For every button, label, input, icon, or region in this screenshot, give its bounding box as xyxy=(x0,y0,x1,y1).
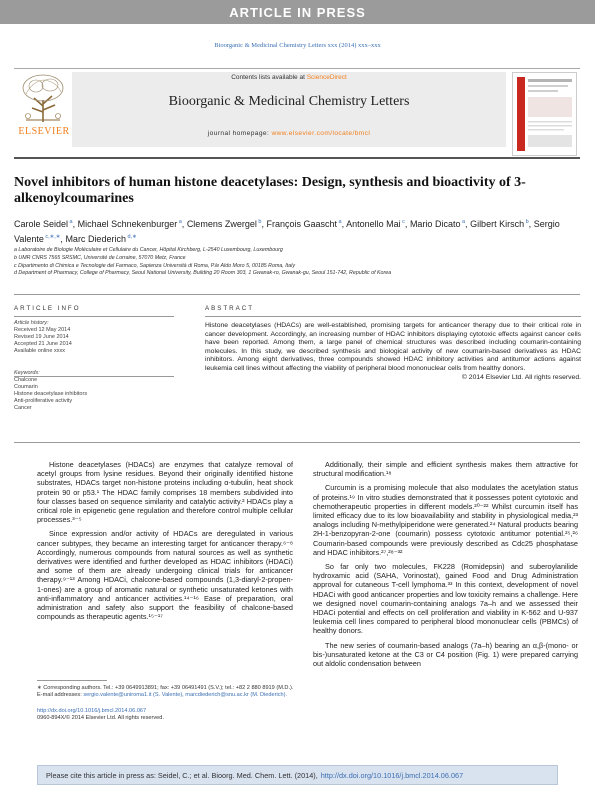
keyword-item: Histone deacetylase inhibitors xyxy=(14,391,88,397)
affiliation-line: c Dipartimento di Chimica e Tecnologie del Farmaco, Sapienza Università di Roma, P.le Aldo Moro 5, 00185 Roma, Italy xyxy=(14,262,295,269)
body-paragraph: The new series of coumarin-based analogs (7a–h) bearing an α,β-(mono- or bis-)unsaturated ketone at the C3 or C4 position (Fig. 1) were prepared carrying out aldolic condensation between xyxy=(313,640,578,669)
body-paragraph: So far only two molecules, FK228 (Romidepsin) and suberoylanilide hydroxamic acid (SAHA, Vorinostat), gained Food and Drug Administration approval for cutaneous T-cell lymphoma.³³ In this context, development of novel HDACi with good anticancer properties and low toxicity remains a challenge. Here we designed novel coumarin-containing analogs 7a–h and we assessed their HDACi potential and effects on cell proliferation and viability in K-562 and U-937 leukemia cell lines compared to peripheral blood mononuclear cells (PBMCs) of healthy donors. xyxy=(313,562,578,636)
elsevier-tree-logo xyxy=(18,72,68,124)
abstract-heading: ABSTRACT xyxy=(205,305,255,312)
article-title: Novel inhibitors of human histone deacetylases: Design, synthesis and bioactivity of 3-alkenoylcoumarines xyxy=(14,175,526,206)
abstract-text: Histone deacetylases (HDACs) are well-established, promising targets for anticancer therapy due to their critical role in cancer development. Accordingly, an increasing number of HDAC inhibitors displaying cytotoxic effects against cancer cells have been reported. Among them, a large panel of chemical structures was described including coumarin-containing molecules. In this study, we described synthesis and biological activity of new coumarin-based derivatives as HDAC inhibitors. Among eight derivatives, three compounds showed HDAC inhibitory activities and antitumor actions against leukemia cell lines without affecting the viability of peripheral blood mononuclear cells from healthy donors. xyxy=(205,322,581,372)
keywords-label: Keywords: xyxy=(14,370,40,376)
body-paragraph: Additionally, their simple and efficient synthesis makes them attractive for structural modification.¹⁸ xyxy=(313,460,578,479)
sciencedirect-link[interactable]: ScienceDirect xyxy=(306,74,347,81)
abstract-body xyxy=(205,322,581,382)
article-in-press-banner: ARTICLE IN PRESS xyxy=(0,0,595,24)
affiliations xyxy=(14,247,580,278)
article-info xyxy=(14,320,174,412)
author-affiliation-mark[interactable]: d,∗ xyxy=(125,234,137,240)
homepage-prefix: journal homepage: xyxy=(207,130,272,137)
divider-info xyxy=(14,316,174,317)
divider-top xyxy=(14,294,580,295)
body-paragraph: Histone deacetylases (HDACs) are enzymes that catalyze removal of acetyl groups from lysine residues. Beyond their originally identified histone substrates, HDACs target non-histone proteins including α-tubulin, heat shock protein 90 or p53.¹ The HDAC family comprises 18 members subdivided into four classes based on sequence similarity and catalytic activity.² HDACs play a critical role in epigenetic gene regulation and therefore control multiple cellular processes.³⁻⁵ xyxy=(37,460,293,525)
history-item: Available online xxxx xyxy=(14,348,65,354)
email-links[interactable]: sergio.valente@uniroma1.it (S. Valente), marcdiederich@snu.ac.kr (M. Diederich). xyxy=(83,692,288,699)
body-left-column xyxy=(37,460,293,626)
doi-link[interactable]: http://dx.doi.org/10.1016/j.bmcl.2014.06.067 xyxy=(37,707,147,714)
journal-reference[interactable]: Bioorganic & Medicinal Chemistry Letters xxx (2014) xxx–xxx xyxy=(214,42,381,49)
issn-line: 0960-894X/© 2014 Elsevier Ltd. All rights reserved. xyxy=(37,714,164,721)
author-name[interactable]: François Gaascht xyxy=(266,219,337,229)
affiliation-line: b UMR CNRS 7565 SRSMC, Université de Lorraine, 57070 Metz, France xyxy=(14,254,186,261)
citation-bar xyxy=(37,765,558,785)
author-name[interactable]: Sergio Valente xyxy=(14,219,560,244)
author-name[interactable]: Clemens Zwergel xyxy=(186,219,257,229)
footnote-rule xyxy=(37,680,107,681)
body-right-column xyxy=(313,460,578,673)
copyright-notice: © 2014 Elsevier Ltd. All rights reserved. xyxy=(461,373,581,381)
contents-line xyxy=(72,74,506,81)
history-label: Article history: xyxy=(14,320,49,326)
keyword-item: Cancer xyxy=(14,405,32,411)
author-name[interactable]: Michael Schnekenburger xyxy=(77,219,178,229)
divider-body xyxy=(14,442,580,443)
author-name[interactable]: Marc Diederich xyxy=(65,234,126,244)
citation-doi-link[interactable]: http://dx.doi.org/10.1016/j.bmcl.2014.06.067 xyxy=(320,770,464,780)
author-affiliation-mark[interactable]: c xyxy=(400,219,405,225)
journal-cover-image[interactable] xyxy=(512,72,577,156)
author-name[interactable]: Gilbert Kirsch xyxy=(470,219,525,229)
divider-abstract xyxy=(205,316,581,317)
author-affiliation-mark[interactable]: a xyxy=(336,219,342,225)
author-list: Carole Seidel $^a$, Michael Schnekenburger $^a$, Clemens Zwergel $^b$, François Gaascht $^a$, Antonello Mai $^c$, Mario Dicato $^a$, Gilbert Kirsch $^b$, Sergio Valente $^{c,∗,∗}$, Marc Diederich $^{d,∗}$ xyxy=(14,219,560,244)
keyword-item: Coumarin xyxy=(14,384,38,390)
author-affiliation-mark[interactable]: b xyxy=(256,219,262,225)
author-name[interactable]: Antonello Mai xyxy=(346,219,401,229)
author-name[interactable]: Carole Seidel xyxy=(14,219,69,229)
affiliation-line: d Department of Pharmacy, College of Pharmacy, Seoul National University, Building 20 Room 303, 1 Gwanak-ro, Gwanak-gu, Seoul 151-742, Republic of Korea xyxy=(14,270,392,277)
author-affiliation-mark[interactable]: a xyxy=(177,219,182,225)
keywords-list xyxy=(14,377,174,412)
journal-homepage xyxy=(72,130,506,137)
keyword-item: Anti-proliferative activity xyxy=(14,398,73,404)
divider-keywords xyxy=(14,376,174,377)
corresponding-author-note: ∗ Corresponding authors. Tel.: +39 0649913891; fax: +39 06491491 (S.V.); tel.: +82 2 880 8919 (M.D.). xyxy=(37,685,294,691)
homepage-link[interactable]: www.elsevier.com/locate/bmcl xyxy=(271,130,371,137)
journal-name: Bioorganic & Medicinal Chemistry Letters xyxy=(168,94,410,109)
body-paragraph: Since expression and/or activity of HDACs are deregulated in various cancer subtypes, they became an interesting target for anticancer therapy.⁶⁻⁸ Accordingly, numerous compounds from natural sources as well as synthetic derivatives were identified and further developed as HDAC inhibitors (HDACi) and some of them are already undergoing clinical trials for anticancer therapy.⁹⁻¹³ Among HDACi, chalcone-based compounds (1,3-diaryl-2-propen-1-ones) are a group of aromatic natural or synthetic unsaturated ketones with anti-inflammatory and anticancer activities.¹⁴⁻¹⁶ Ease of preparation, oral administration and safety also support the feasibility of chalcone-based compounds as therapeutic agents.¹⁵⁻¹⁷ xyxy=(37,529,293,622)
author-affiliation-mark[interactable]: c,∗,∗ xyxy=(43,234,61,240)
history-item: Revised 19 June 2014 xyxy=(14,334,69,340)
email-note xyxy=(37,692,295,699)
history-list xyxy=(14,327,174,355)
history-item: Accepted 21 June 2014 xyxy=(14,341,72,347)
elsevier-wordmark: ELSEVIER xyxy=(18,126,70,137)
article-info-heading: ARTICLE INFO xyxy=(14,305,81,312)
author-affiliation-mark[interactable]: a xyxy=(460,219,466,225)
author-affiliation-mark[interactable]: b xyxy=(524,219,529,225)
keyword-item: Chalcone xyxy=(14,377,38,383)
footnotes xyxy=(37,685,295,722)
affiliation-line: a Laboratoire de Biologie Moléculaire et Cellulaire du Cancer, Hôpital Kirchberg, L-2540 Luxembourg, Luxembourg xyxy=(14,247,283,253)
citation-text: Please cite this article in press as: Seidel, C.; et al. Bioorg. Med. Chem. Lett. (2014), xyxy=(46,770,318,780)
author-affiliation-mark[interactable]: a xyxy=(68,219,73,225)
history-item: Received 12 May 2014 xyxy=(14,327,71,333)
body-paragraph: Curcumin is a promising molecule that also modulates the acetylation status of proteins.¹⁹ In vitro studies demonstrated that it possesses potent cytotoxic and chemotherapeutic properties in different models.²⁰⁻²² Whilst curcumin itself has limited efficacy due to its low bioavailability and stability in physiological media,²³ analogs including N-methylpiperidone were generated.²⁴ Natural products bearing 2H-1-benzopyran-2-one (coumarin) possess cytotoxic antitumor potential.²⁵,²⁶ Coumarin-based compounds were previously described as Cdc25 phosphatase and HDAC inhibitors.²⁷,²⁸⁻³² xyxy=(313,483,578,557)
email-label: E-mail addresses: xyxy=(37,692,84,699)
author-name[interactable]: Mario Dicato xyxy=(409,219,461,229)
contents-prefix: Contents lists available at xyxy=(231,74,307,81)
